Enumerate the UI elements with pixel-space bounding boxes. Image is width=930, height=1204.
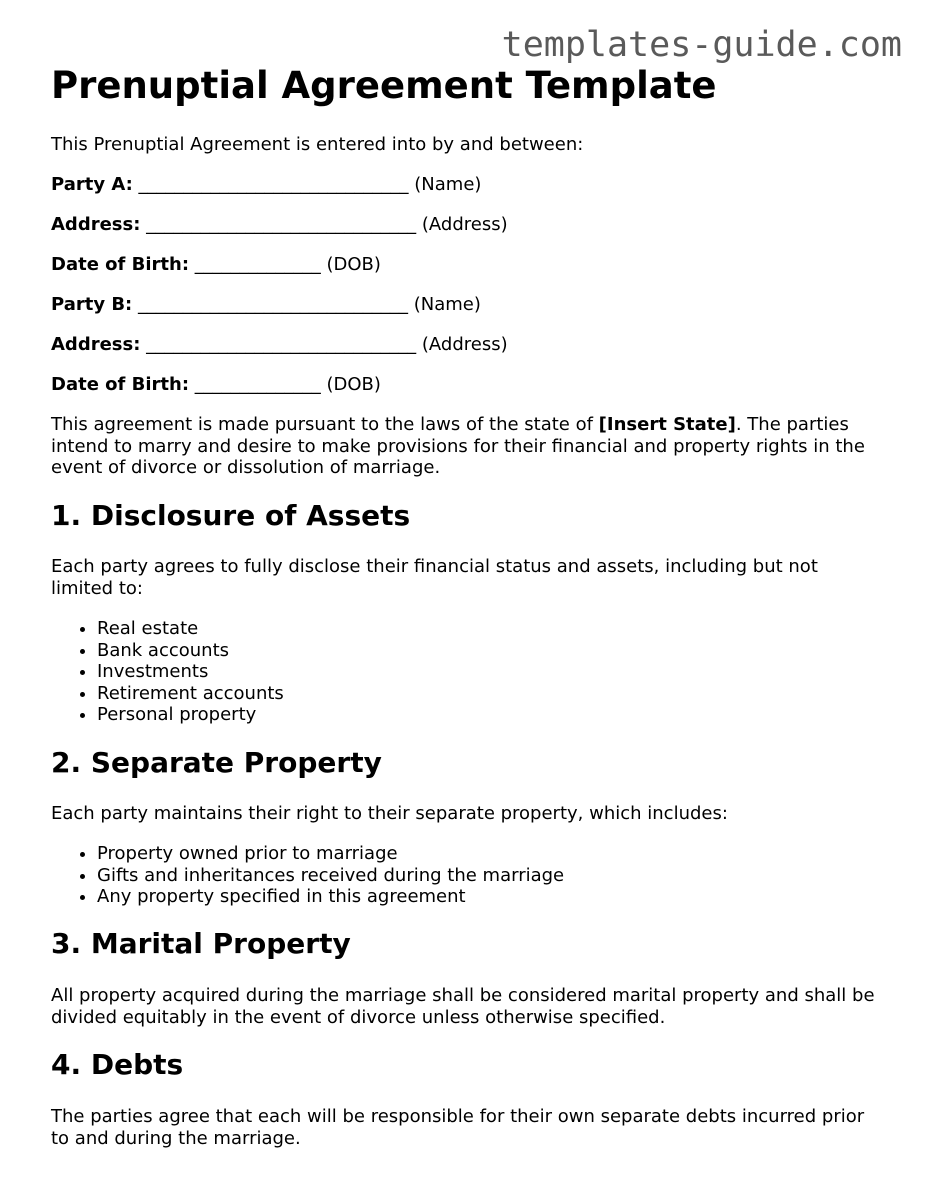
- field-hint: (Address): [421, 214, 508, 235]
- section-heading-disclosure: 1. Disclosure of Assets: [51, 499, 411, 532]
- field-label: Address:: [51, 214, 141, 235]
- list-item: • Property owned prior to marriage: [97, 843, 564, 865]
- intro-text: This Prenuptial Agreement is entered into by and between:: [51, 134, 584, 155]
- governing-text-after: . The parties intend to marry and desire to make provisions for their financial and property rights in the event of divorce or dissolution of marriage.: [51, 414, 865, 478]
- list-item: • Real estate: [97, 618, 284, 640]
- blank-line: ______________________________: [138, 294, 408, 315]
- field-label: Address:: [51, 334, 141, 355]
- field-label: Party B:: [51, 294, 133, 315]
- list-item: • Any property specified in this agreement: [97, 886, 564, 908]
- section-text-marital-property: All property acquired during the marriage shall be considered marital property and shall be divided equitably in the event of divorce unless otherwise specified.: [51, 985, 875, 1028]
- party-a-dob-field: [51, 254, 381, 276]
- section-text-disclosure: Each party agrees to fully disclose their financial status and assets, including but not limited to:: [51, 556, 818, 599]
- blank-line: ______________: [194, 254, 321, 275]
- asset-list: [51, 618, 284, 726]
- blank-line: ______________: [194, 374, 321, 395]
- list-item: • Personal property: [97, 704, 284, 726]
- field-label: Date of Birth:: [51, 254, 190, 275]
- governing-text-before: This agreement is made pursuant to the laws of the state of: [51, 414, 599, 435]
- blank-line: ______________________________: [146, 334, 417, 355]
- site-watermark: templates-guide.com: [501, 25, 902, 65]
- section-heading-marital-property: 3. Marital Property: [51, 927, 351, 960]
- field-hint: (Name): [414, 174, 482, 195]
- blank-line: ______________________________: [146, 214, 417, 235]
- field-label: Date of Birth:: [51, 374, 190, 395]
- field-hint: (DOB): [326, 374, 381, 395]
- blank-line: ______________________________: [138, 174, 409, 195]
- list-item: • Gifts and inheritances received during the marriage: [97, 865, 564, 887]
- field-hint: (DOB): [326, 254, 381, 275]
- party-b-name-field: [51, 294, 481, 316]
- party-b-address-field: [51, 334, 508, 356]
- party-b-dob-field: [51, 374, 381, 396]
- party-a-name-field: [51, 174, 481, 196]
- document-title: Prenuptial Agreement Template: [51, 64, 717, 107]
- list-item: • Bank accounts: [97, 640, 284, 662]
- field-hint: (Name): [413, 294, 481, 315]
- section-text-separate-property: Each party maintains their right to their separate property, which includes:: [51, 803, 728, 824]
- governing-law-paragraph: [51, 414, 881, 479]
- party-a-address-field: [51, 214, 508, 236]
- list-item: • Retirement accounts: [97, 683, 284, 705]
- section-heading-debts: 4. Debts: [51, 1048, 184, 1081]
- section-text-debts: The parties agree that each will be responsible for their own separate debts incurred prior to and during the marriage.: [51, 1106, 865, 1149]
- field-label: Party A:: [51, 174, 133, 195]
- separate-property-list: [51, 843, 564, 908]
- section-heading-separate-property: 2. Separate Property: [51, 746, 382, 779]
- field-hint: (Address): [421, 334, 508, 355]
- list-item: • Investments: [97, 661, 284, 683]
- insert-state-placeholder: [Insert State]: [598, 414, 736, 435]
